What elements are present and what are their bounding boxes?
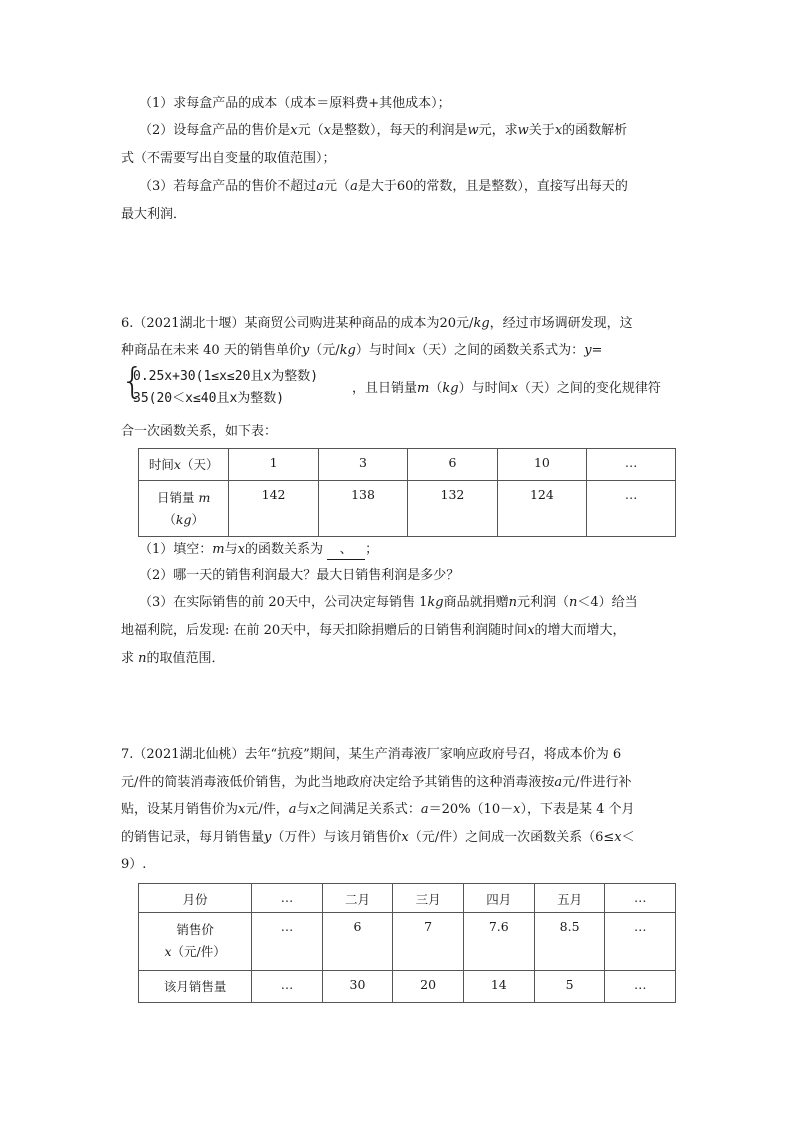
q7-line4: 的销售记录，每月销售量y（万件）与该月销售价x（元/件）之间成一次函数关系（6≤x＜ [121, 830, 635, 845]
table-cell: 二月 [322, 884, 393, 913]
q6-row1-header: 时间x（天） [139, 449, 229, 481]
table-row [139, 913, 676, 971]
q6-sub3-line2: 地福利院，后发现: 在前 20天中，每天扣除捐赠后的日销售利润随时间x的增大而增大， [121, 623, 626, 638]
q6-sub2: （2）哪一天的销售利润最大？最大日销售利润是多少？ [139, 568, 460, 583]
table-cell: … [605, 884, 676, 913]
table-cell: … [587, 449, 676, 481]
q5-sub3-line2: 最大利润． [121, 207, 187, 222]
q5-sub3-line1: （3）若每盒产品的售价不超过a元（a是大于60的常数，且是整数），直接写出每天的 [139, 179, 628, 194]
table-cell: 7.6 [463, 913, 534, 971]
q6-case1: 0.25x+30(1≤x≤20且x为整数) [133, 369, 319, 384]
table-cell: 四月 [463, 884, 534, 913]
table-cell: 20 [393, 971, 464, 1003]
brace-symbol: { [121, 361, 144, 402]
table-cell: … [605, 971, 676, 1003]
table-row [139, 971, 676, 1003]
q5-sub2-line2: 式（不需要写出自变量的取值范围）； [121, 151, 336, 166]
q7-row3-header: 该月销售量 [139, 971, 252, 1003]
table-cell: … [587, 481, 676, 537]
table-cell: 三月 [393, 884, 464, 913]
table-cell: 6 [322, 913, 393, 971]
table-row [139, 449, 676, 481]
q6-sub1: （1）填空：m与x的函数关系为 、 ； [139, 541, 378, 560]
q6-piecewise-function [121, 361, 361, 412]
table-cell: 10 [497, 449, 586, 481]
table-cell: 30 [322, 971, 393, 1003]
q7-line1: 7.（2021湖北仙桃）去年“抗疫”期间，某生产消毒液厂家响应政府号召，将成本价为 6 [121, 747, 622, 762]
table-cell: 142 [229, 481, 318, 537]
table-cell: 7 [393, 913, 464, 971]
q6-row2-header: 日销量 m （kg） [139, 481, 229, 537]
table-cell: … [252, 971, 322, 1003]
q6-sub3-line3: 求 n的取值范围． [121, 651, 225, 666]
table-cell: 14 [463, 971, 534, 1003]
q6-line4: 合一次函数关系，如下表： [121, 424, 278, 439]
table-row [139, 481, 676, 537]
q7-row2-header: 销售价 x（元/件） [139, 913, 252, 971]
table-cell: 8.5 [534, 913, 605, 971]
table-cell: 5 [534, 971, 605, 1003]
table-cell: 1 [229, 449, 318, 481]
answer-blank[interactable]: 、 [327, 541, 365, 560]
q7-table [138, 883, 676, 1003]
q6-sub3-line1: （3）在实际销售的前 20天中，公司决定每销售 1kg商品就捐赠n元利润（n＜4）给当 [139, 595, 638, 610]
table-cell: 124 [497, 481, 586, 537]
table-row [139, 884, 676, 913]
table-cell: 138 [318, 481, 407, 537]
q6-table [138, 448, 676, 537]
q5-sub2-line1: （2）设每盒产品的售价是x元（x是整数），每天的利润是w元，求w关于x的函数解析 [139, 123, 628, 138]
q7-line2: 元/件的简装消毒液低价销售，为此当地政府决定给予其销售的这种消毒液按a元/件进行补 [121, 775, 632, 790]
q6-line1: 6.（2021湖北十堰）某商贸公司购进某种商品的成本为20元/kg，经过市场调研发现，这 [121, 316, 633, 331]
q6-case2: 35(20＜x≤40且x为整数) [133, 391, 285, 406]
table-cell: 五月 [534, 884, 605, 913]
table-cell: … [605, 913, 676, 971]
q7-line3: 贴，设某月销售价为x元/件，a与x之间满足关系式：a＝20%（10－x），下表是某 4 个月 [121, 802, 635, 817]
table-cell: 132 [408, 481, 497, 537]
table-cell: … [252, 913, 322, 971]
table-cell: 6 [408, 449, 497, 481]
q6-line2: 种商品在未来 40 天的销售单价y（元/kg）与时间x（天）之间的函数关系式为：y= [121, 343, 603, 358]
q6-line3: ，且日销量m（kg）与时间x（天）之间的变化规律符 [352, 381, 661, 396]
table-cell: … [252, 884, 322, 913]
q5-sub1: （1）求每盒产品的成本（成本＝原料费+其他成本）； [139, 96, 451, 111]
q7-header-month: 月份 [139, 884, 252, 913]
q7-line5: 9）. [121, 857, 147, 872]
table-cell: 3 [318, 449, 407, 481]
